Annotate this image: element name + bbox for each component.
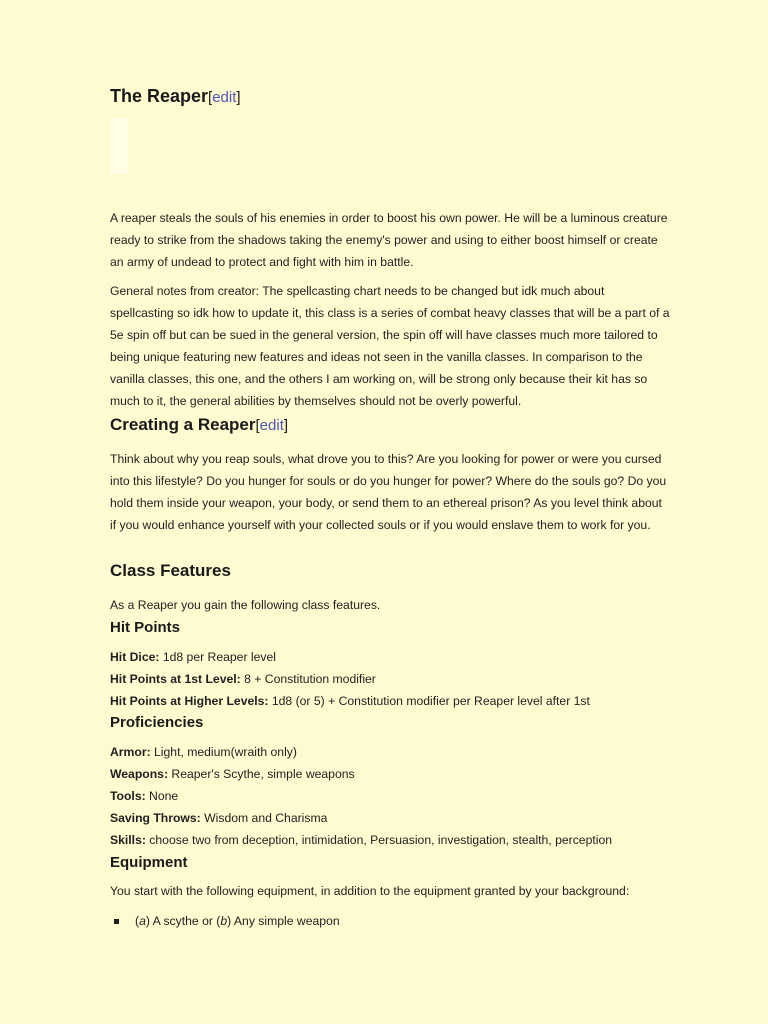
row-value: 1d8 (or 5) + Constitution modifier per Reaper level after 1st — [268, 694, 590, 708]
weapons-row — [110, 763, 670, 785]
row-label: Saving Throws: — [110, 811, 201, 825]
proficiencies-list — [110, 741, 670, 851]
edit-bracket: [edit] — [208, 89, 241, 106]
row-value: 8 + Constitution modifier — [240, 672, 376, 686]
skills-row — [110, 829, 670, 851]
heading-equipment: Equipment — [110, 854, 188, 871]
row-label: Armor: — [110, 745, 151, 759]
class-features-paragraph: As a Reaper you gain the following class features. — [110, 598, 381, 612]
heading-text: Creating a Reaper — [110, 415, 256, 434]
row-value: 1d8 per Reaper level — [159, 650, 276, 664]
creating-paragraph: Think about why you reap souls, what drove you to this? Are you looking for power or were you cursed into this lifestyle? Do you hunger for souls or do you hunger for power? Where do the souls go? Do you hold them inside your weapon, your body, or send them to an ethereal prison? As you level think about if you would enhance yourself with your collected souls or if you would enslave them to work for you. — [110, 452, 667, 532]
row-value: Wisdom and Charisma — [200, 811, 328, 825]
heading-creating-a-reaper — [110, 415, 670, 435]
heading-class-features: Class Features — [110, 561, 231, 580]
edit-link-creating[interactable]: edit — [259, 417, 284, 434]
edit-link-title[interactable]: edit — [212, 89, 237, 106]
hit-points-list — [110, 646, 670, 712]
equipment-item-text: (a) A scythe or (b) Any simple weapon — [135, 914, 340, 928]
page-title-text: The Reaper — [110, 86, 209, 106]
hp-higher-levels-row — [110, 690, 670, 712]
edit-bracket: [edit] — [255, 417, 289, 434]
row-label: Skills: — [110, 833, 146, 847]
armor-row — [110, 741, 670, 763]
heading-hit-points: Hit Points — [110, 619, 180, 636]
heading-proficiencies: Proficiencies — [110, 714, 204, 731]
row-value: choose two from deception, intimidation, Persuasion, investigation, stealth, perception — [145, 833, 613, 847]
row-value: None — [145, 789, 179, 803]
row-label: Hit Dice: — [110, 650, 160, 664]
row-label: Weapons: — [110, 767, 169, 781]
bullet-icon — [114, 919, 119, 924]
saving-throws-row — [110, 807, 670, 829]
row-label: Tools: — [110, 789, 146, 803]
row-label: Hit Points at 1st Level: — [110, 672, 241, 686]
hit-dice-row — [110, 646, 670, 668]
row-value: Reaper's Scythe, simple weapons — [168, 767, 355, 781]
equipment-paragraph: You start with the following equipment, in addition to the equipment granted by your background: — [110, 884, 630, 898]
row-value: Light, medium(wraith only) — [150, 745, 297, 759]
list-item — [110, 910, 670, 932]
equipment-list — [110, 910, 670, 932]
notes-paragraph: General notes from creator: The spellcasting chart needs to be changed but idk much about spellcasting so idk how to update it, this class is a series of combat heavy classes that will be a part of a 5e spin off but can be sued in the general version, the spin off will have classes much more tailored to being unique featuring new features and ideas not seen in the vanilla classes. In comparison to the vanilla classes, this one, and the others I am working on, will be strong only because their kit has so much to it, the general abilities by themselves should not be overly powerful. — [110, 284, 670, 408]
image-placeholder — [110, 118, 128, 174]
intro-paragraph: A reaper steals the souls of his enemies in order to boost his own power. He will be a luminous creature ready to strike from the shadows taking the enemy's power and using to either boost himself or create an army of undead to protect and fight with him in battle. — [110, 211, 668, 269]
page-title — [110, 86, 241, 107]
hp-first-level-row — [110, 668, 670, 690]
row-label: Hit Points at Higher Levels: — [110, 694, 269, 708]
tools-row — [110, 785, 670, 807]
